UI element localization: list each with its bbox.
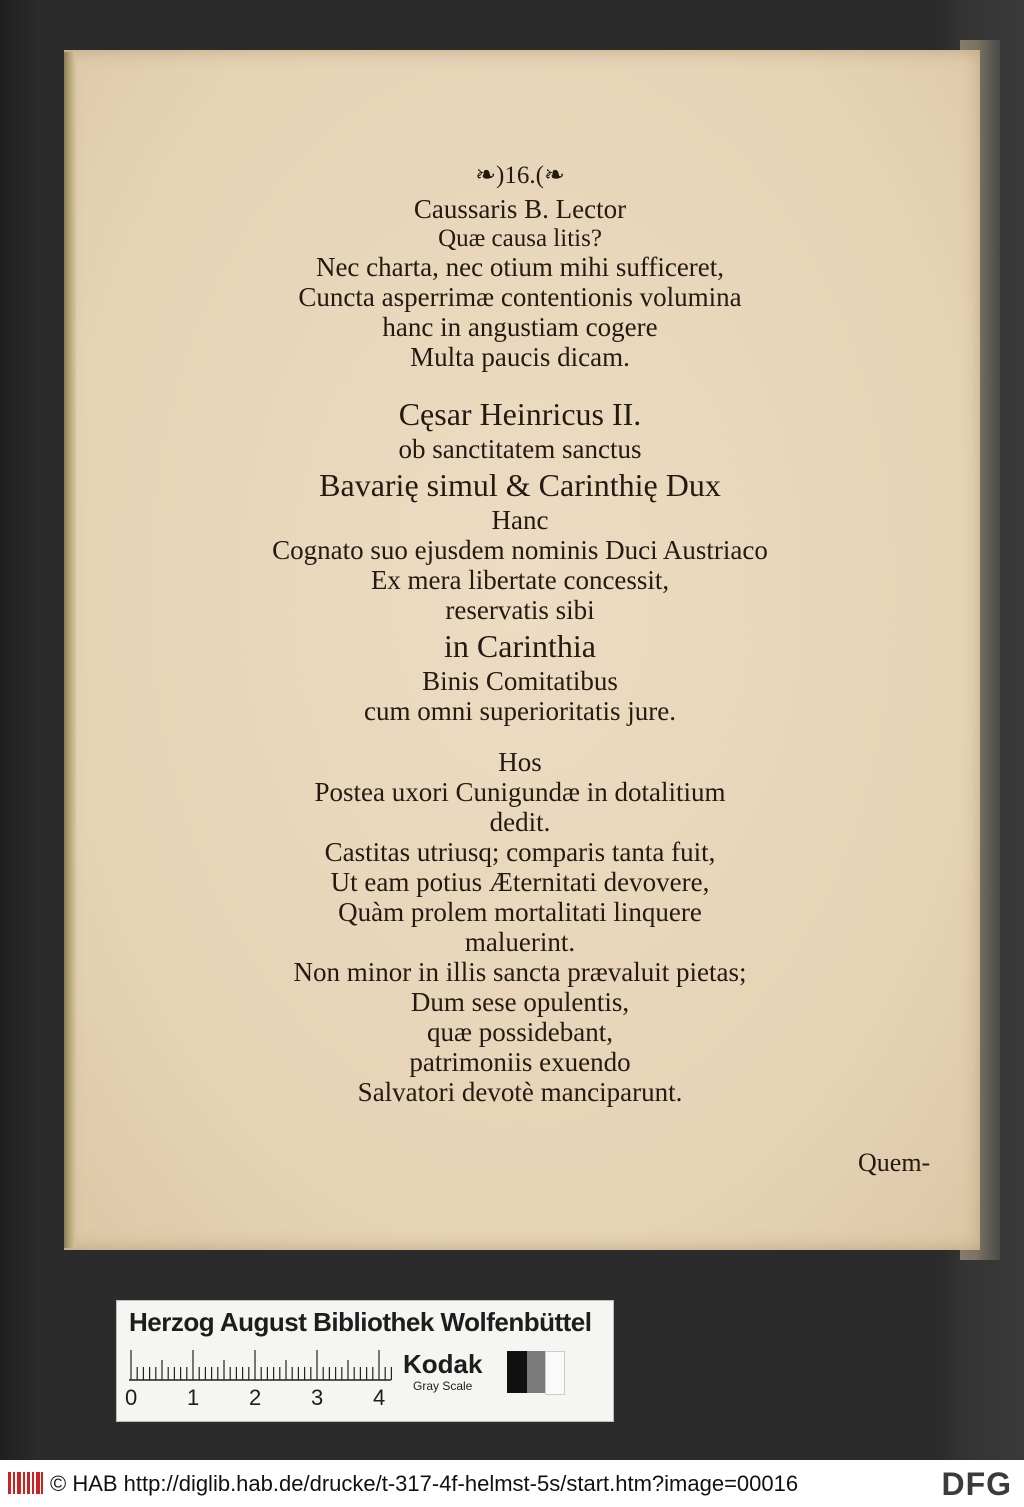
text-line: reservatis sibi xyxy=(445,595,595,625)
text-line: Cognato suo ejusdem nominis Duci Austriaco xyxy=(272,535,768,565)
library-name: Herzog August Bibliothek Wolfenbüttel xyxy=(129,1307,592,1337)
text-line: in Carinthia xyxy=(444,628,596,664)
dfg-logo: DFG xyxy=(941,1466,1012,1502)
text-line: quæ possidebant, xyxy=(427,1017,613,1047)
ruler xyxy=(129,1349,399,1381)
ruler-number: 0 xyxy=(125,1385,138,1410)
gray-swatch-white xyxy=(545,1351,565,1395)
text-line: Binis Comitatibus xyxy=(422,666,618,696)
ruler-number: 4 xyxy=(373,1385,386,1410)
page-text xyxy=(120,160,920,1109)
text-line: Multa paucis dicam. xyxy=(410,342,630,372)
text-line: Non minor in illis sancta prævaluit pietas; xyxy=(293,957,747,987)
library-barcode-icon xyxy=(8,1470,44,1496)
text-line: Cęsar Heinricus II. xyxy=(398,396,642,432)
text-line: Hos xyxy=(498,747,542,777)
footer-bar xyxy=(0,1460,1024,1507)
text-line: Quàm prolem mortalitati linquere xyxy=(338,897,702,927)
kodak-logo: Kodak xyxy=(403,1349,483,1379)
text-line: Hanc xyxy=(491,505,549,535)
gray-scale-label: Gray Scale xyxy=(413,1379,473,1393)
text-line: hanc in angustiam cogere xyxy=(382,312,658,342)
text-line: Bavarię simul & Carinthię Dux xyxy=(319,467,721,503)
text-line: cum omni superioritatis jure. xyxy=(364,696,676,726)
text-line: Quæ causa litis? xyxy=(438,225,602,252)
text-line: ob sanctitatem sanctus xyxy=(398,434,642,464)
page-header: ❧)16.(❧ xyxy=(475,162,565,189)
ruler-number: 2 xyxy=(249,1385,262,1410)
text-line: Dum sese opulentis, xyxy=(410,987,630,1017)
text-line: Ex mera libertate concessit, xyxy=(370,565,670,595)
library-color-card xyxy=(116,1300,614,1422)
gray-swatch-black xyxy=(507,1351,527,1393)
ruler-number: 3 xyxy=(311,1385,324,1410)
text-line: maluerint. xyxy=(464,927,576,957)
catchword: Quem- xyxy=(858,1148,931,1177)
text-line: patrimoniis exuendo xyxy=(409,1047,631,1077)
text-line: Caussaris B. Lector xyxy=(413,194,627,224)
gray-swatch-mid xyxy=(527,1351,545,1393)
text-line: Salvatori devotè manciparunt. xyxy=(357,1077,683,1107)
ruler-number: 1 xyxy=(187,1385,200,1410)
text-line: Nec charta, nec otium mihi sufficeret, xyxy=(315,252,725,282)
page-gutter xyxy=(64,52,76,1248)
text-line: Postea uxori Cunigundæ in dotalitium xyxy=(314,777,726,807)
spacer xyxy=(120,728,920,746)
text-line: Cuncta asperrimæ contentionis volumina xyxy=(298,282,742,312)
text-line: dedit. xyxy=(489,807,551,837)
text-line: Ut eam potius Æternitati devovere, xyxy=(330,867,710,897)
spacer xyxy=(120,374,920,392)
copyright-url[interactable]: © HAB http://diglib.hab.de/drucke/t-317-4f-helmst-5s/start.htm?image=00016 xyxy=(50,1471,799,1496)
text-line: Castitas utriusq; comparis tanta fuit, xyxy=(324,837,716,867)
